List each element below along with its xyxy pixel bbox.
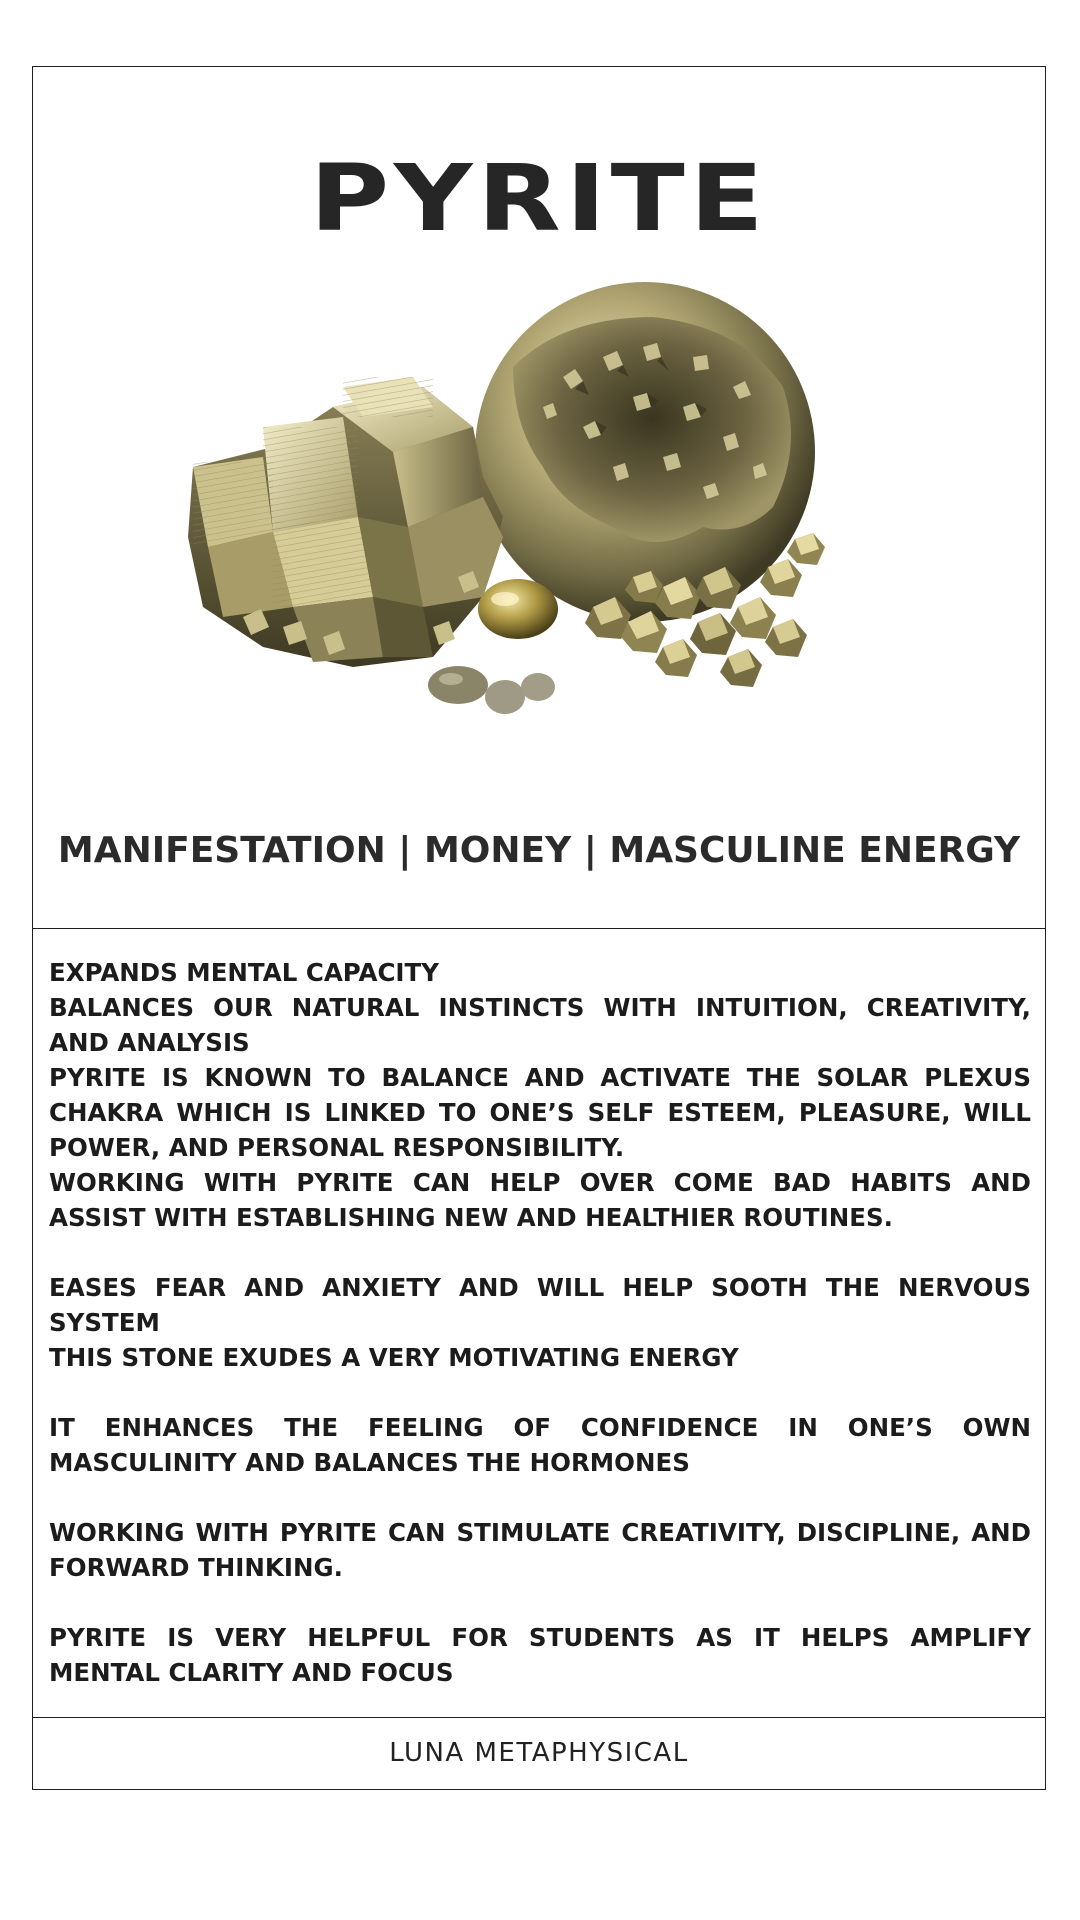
property-paragraph: IT ENHANCES THE FEELING OF CONFIDENCE IN ONE’S OWN MASCULINITY AND BALANCES THE HORMONES [49,1413,1031,1477]
properties-text [49,955,1031,1690]
hero-section [33,67,1045,929]
pyrite-crystals-image [183,277,903,817]
property-paragraph: THIS STONE EXUDES A VERY MOTIVATING ENERGY [49,1343,739,1372]
info-card [32,66,1046,1790]
tagline: MANIFESTATION | MONEY | MASCULINE ENERGY [57,830,1021,871]
property-paragraph: PYRITE IS KNOWN TO BALANCE AND ACTIVATE THE SOLAR PLEXUS CHAKRA WHICH IS LINKED TO ONE’S SELF ESTEEM, PLEASURE, WILL POWER, AND PERSONAL RESPONSIBILITY. [49,1063,1031,1162]
property-paragraph: PYRITE IS VERY HELPFUL FOR STUDENTS AS IT HELPS AMPLIFY MENTAL CLARITY AND FOCUS [49,1623,1031,1687]
property-paragraph: EASES FEAR AND ANXIETY AND WILL HELP SOOTH THE NERVOUS SYSTEM [49,1273,1031,1337]
page-title: PYRITE [309,145,769,252]
property-paragraph: EXPANDS MENTAL CAPACITY [49,958,440,987]
property-paragraph: WORKING WITH PYRITE CAN STIMULATE CREATIVITY, DISCIPLINE, AND FORWARD THINKING. [49,1518,1031,1582]
footer-brand: LUNA METAPHYSICAL [33,1717,1045,1789]
property-paragraph: WORKING WITH PYRITE CAN HELP OVER COME BAD HABITS AND ASSIST WITH ESTABLISHING NEW AND HEALTHIER ROUTINES. [49,1168,1031,1232]
property-paragraph: BALANCES OUR NATURAL INSTINCTS WITH INTUITION, CREATIVITY, AND ANALYSIS [49,993,1031,1057]
